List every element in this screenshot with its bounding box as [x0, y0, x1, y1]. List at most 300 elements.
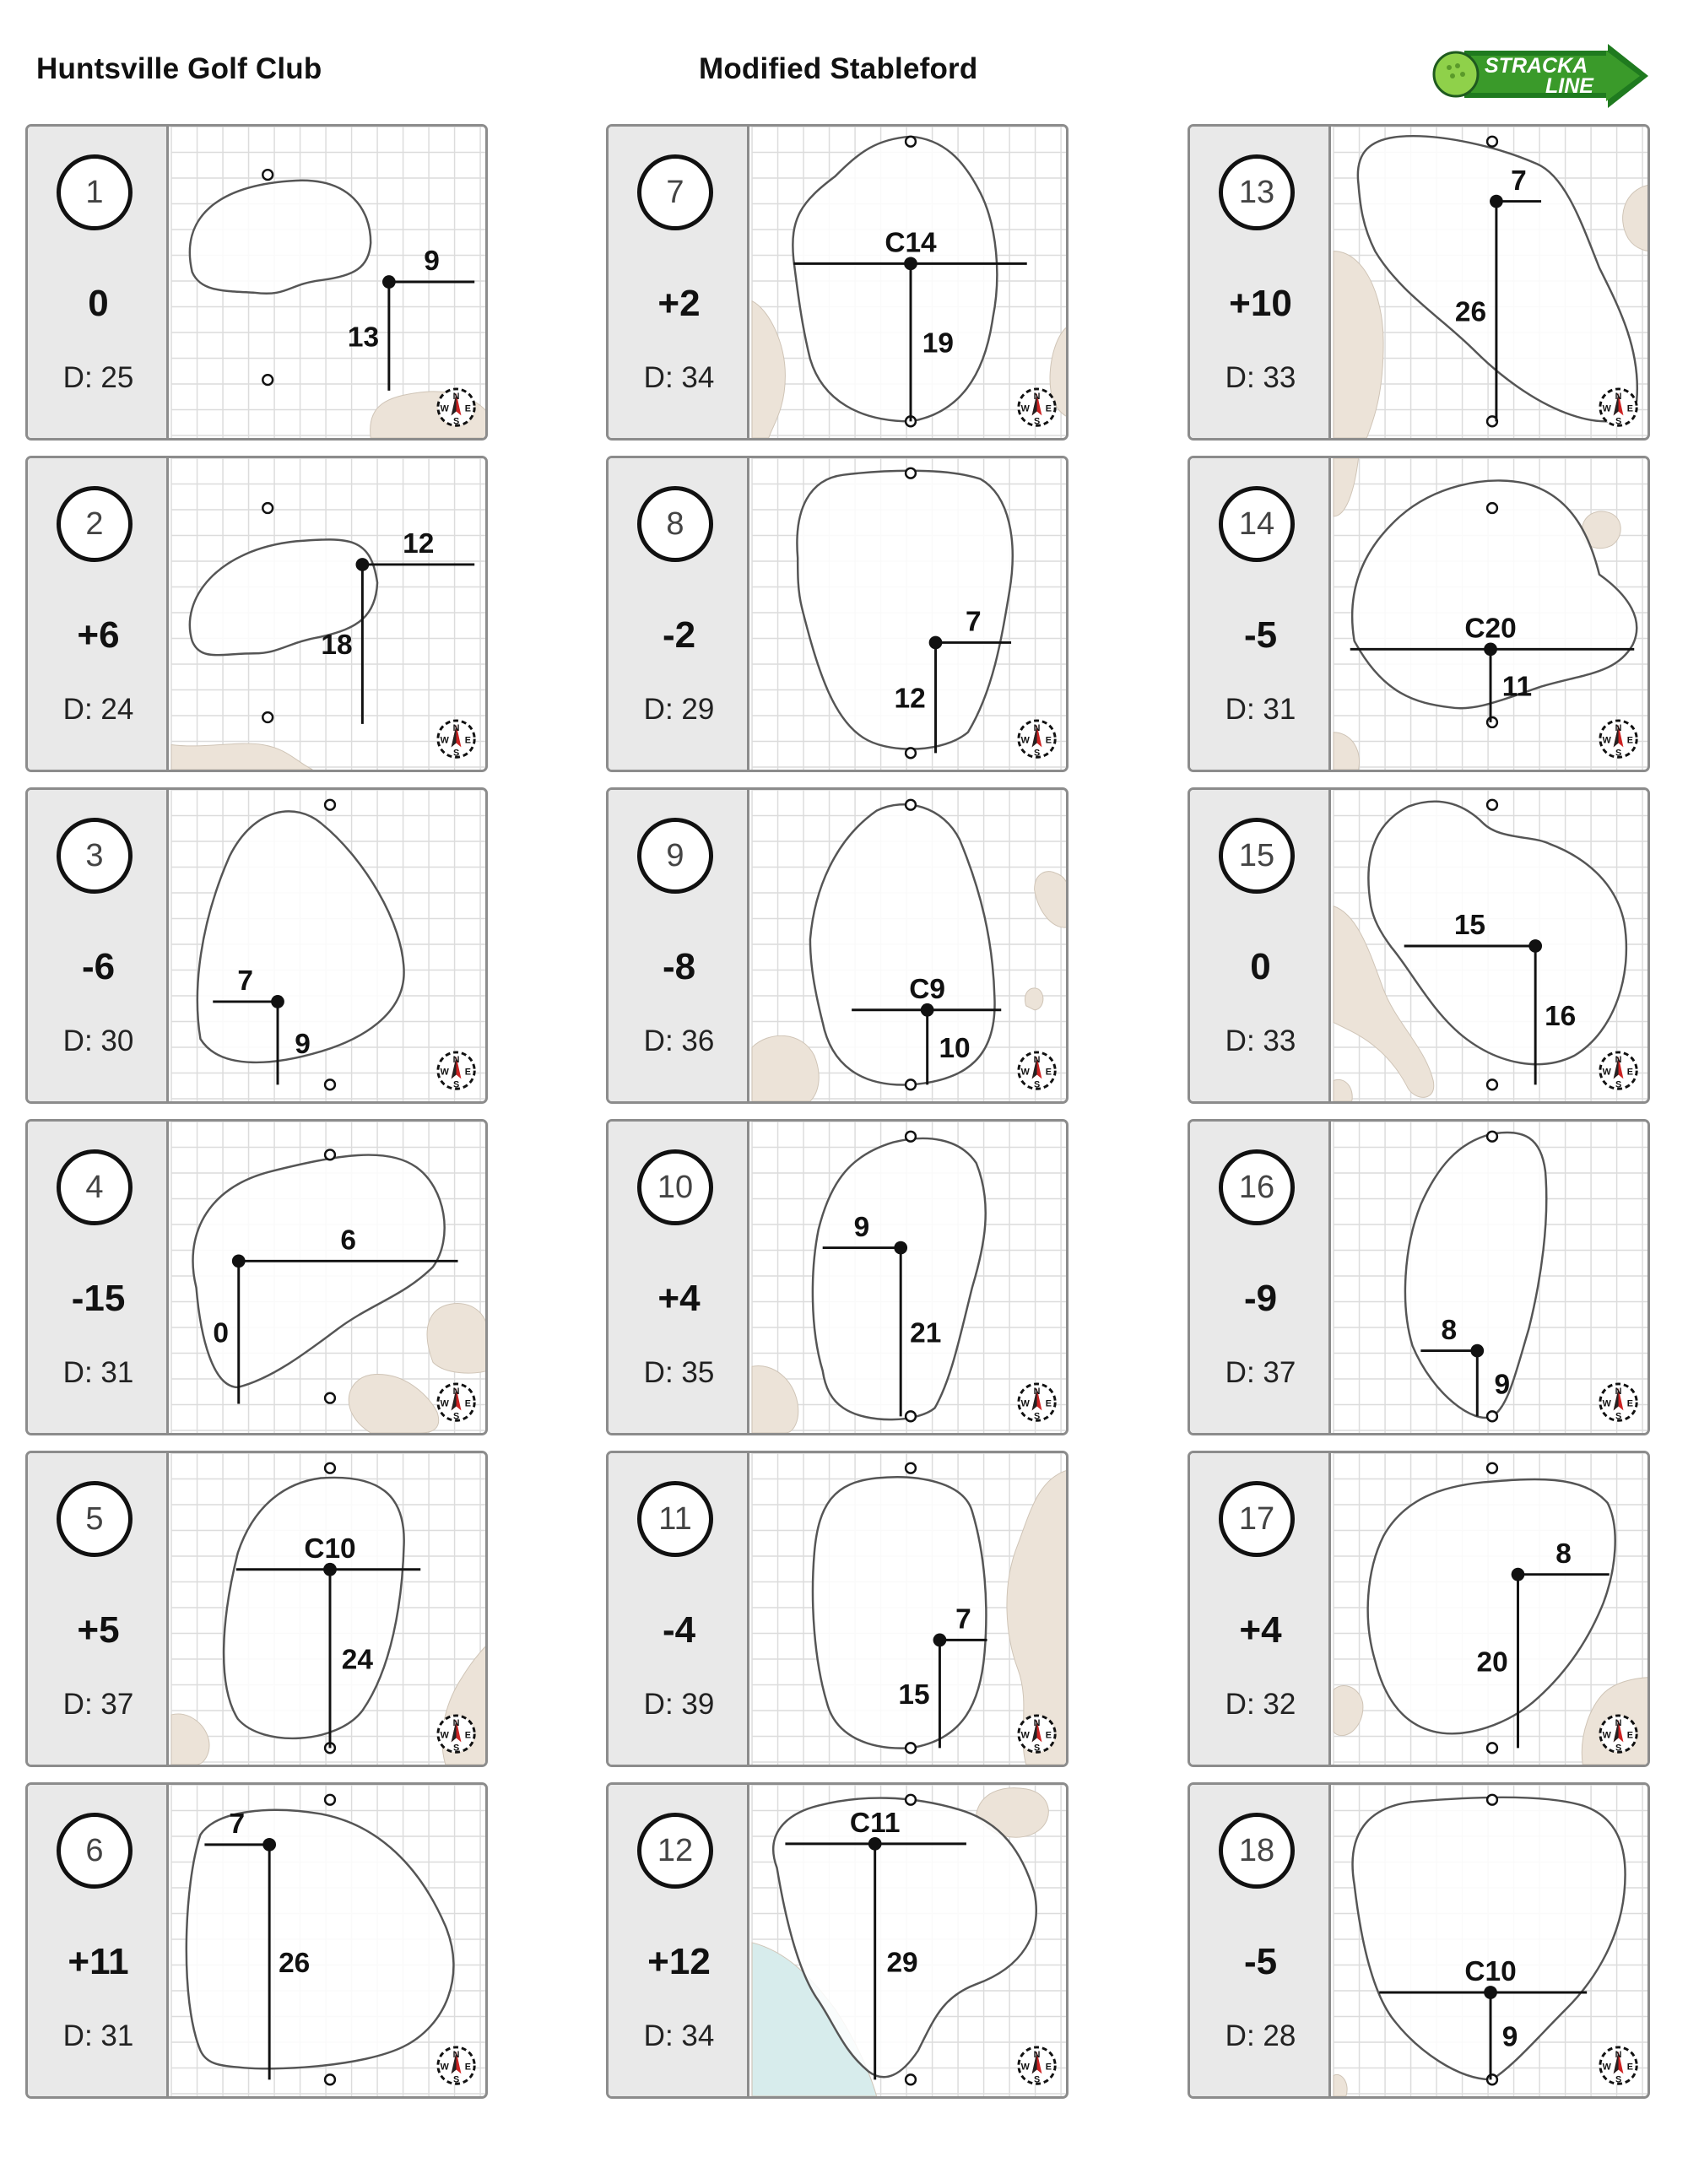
- svg-text:S: S: [1033, 1743, 1041, 1754]
- svg-text:W: W: [1020, 2062, 1030, 2073]
- vertical-distance-label: 26: [279, 1947, 311, 1979]
- back-marker: [1487, 717, 1497, 727]
- compass-rose-icon: [1019, 1052, 1055, 1089]
- green-outline: [793, 137, 997, 422]
- hole-card: [606, 1451, 1069, 1767]
- green-outline: [1405, 1133, 1546, 1418]
- hole-card: [1188, 1119, 1650, 1435]
- svg-text:W: W: [1020, 1398, 1030, 1409]
- green-map: [749, 790, 1069, 1101]
- green-depth: D: 35: [643, 1356, 715, 1389]
- bunker: [752, 1035, 819, 1101]
- svg-text:N: N: [1615, 2049, 1622, 2060]
- horizontal-distance-label: 8: [1555, 1538, 1572, 1570]
- hole-number: 9: [637, 818, 713, 894]
- pin-position: [271, 995, 284, 1008]
- hole-info-panel: [28, 790, 169, 1101]
- svg-text:E: E: [1626, 1730, 1633, 1741]
- hole-number: 7: [637, 154, 713, 230]
- pin-position: [1490, 195, 1503, 208]
- front-marker: [906, 1132, 916, 1142]
- svg-text:N: N: [1033, 722, 1041, 733]
- hole-info-panel: [609, 127, 749, 438]
- green-map: [169, 1785, 488, 2096]
- svg-text:S: S: [1615, 748, 1622, 759]
- hole-card: [606, 124, 1069, 441]
- front-marker: [1487, 1795, 1497, 1805]
- horizontal-distance-label: 7: [237, 965, 253, 997]
- compass-rose-icon: [1600, 2047, 1637, 2084]
- vertical-distance-label: 12: [894, 683, 926, 715]
- horizontal-distance-label: C11: [849, 1808, 901, 1840]
- bunker: [1334, 733, 1359, 770]
- svg-text:N: N: [452, 391, 460, 402]
- hole-score: -15: [71, 1278, 126, 1319]
- hole-score: -2: [662, 614, 696, 656]
- svg-text:E: E: [1045, 1730, 1052, 1741]
- hole-info-panel: [609, 1453, 749, 1765]
- front-marker: [1487, 1463, 1497, 1473]
- hole-info-panel: [28, 127, 169, 438]
- svg-text:N: N: [1033, 1717, 1041, 1728]
- green-map: [749, 1453, 1069, 1765]
- svg-text:E: E: [1626, 1398, 1633, 1409]
- hole-card: [25, 1451, 488, 1767]
- svg-text:E: E: [1045, 403, 1052, 414]
- bunker: [1334, 1686, 1363, 1736]
- green-depth: D: 29: [643, 693, 715, 726]
- front-marker: [1487, 1132, 1497, 1142]
- green-map: [1331, 1785, 1650, 2096]
- svg-text:N: N: [1033, 2049, 1041, 2060]
- pin-position: [232, 1254, 246, 1268]
- hole-card: [1188, 124, 1650, 441]
- logo-text: STRACKA: [1485, 54, 1588, 78]
- green-depth: D: 31: [62, 2019, 134, 2052]
- compass-rose-icon: [1600, 1052, 1637, 1089]
- hole-info-panel: [1190, 790, 1331, 1101]
- green-map: [749, 127, 1069, 438]
- hole-score: +6: [77, 614, 120, 656]
- pin-position: [1484, 642, 1497, 656]
- back-marker: [906, 1411, 916, 1421]
- svg-text:N: N: [1615, 1717, 1622, 1728]
- hole-score: +10: [1229, 283, 1292, 324]
- hole-number: 6: [57, 1813, 133, 1889]
- hole-info-panel: [28, 1785, 169, 2096]
- vertical-distance-label: 20: [1476, 1646, 1508, 1679]
- horizontal-distance-label: 12: [403, 528, 435, 560]
- green-map: [749, 1785, 1069, 2096]
- compass-rose-icon: [1600, 721, 1637, 758]
- vertical-distance-label: 0: [213, 1317, 229, 1349]
- green-outline: [187, 1810, 454, 2068]
- svg-text:LINE: LINE: [1545, 74, 1593, 98]
- svg-text:N: N: [1033, 391, 1041, 402]
- pin-position: [904, 257, 917, 270]
- svg-text:S: S: [1033, 748, 1041, 759]
- green-depth: D: 33: [1225, 361, 1296, 394]
- pin-position: [382, 275, 396, 289]
- hole-score: +5: [77, 1609, 120, 1651]
- svg-text:W: W: [440, 2062, 449, 2073]
- hole-number: 17: [1219, 1481, 1295, 1557]
- hole-number: 12: [637, 1813, 713, 1889]
- svg-text:S: S: [452, 416, 460, 427]
- compass-rose-icon: [1019, 2047, 1055, 2084]
- hole-number: 13: [1219, 154, 1295, 230]
- svg-text:W: W: [1602, 2062, 1611, 2073]
- green-depth: D: 34: [643, 2019, 715, 2052]
- svg-text:W: W: [1602, 1067, 1611, 1078]
- compass-rose-icon: [438, 2047, 474, 2084]
- hole-card: [25, 1782, 488, 2099]
- back-marker: [906, 2074, 916, 2084]
- pin-position: [1528, 939, 1542, 953]
- front-marker: [906, 468, 916, 478]
- green-depth: D: 30: [62, 1024, 134, 1057]
- hole-info-panel: [609, 1785, 749, 2096]
- svg-text:E: E: [1626, 403, 1633, 414]
- green-depth: D: 37: [62, 1688, 134, 1721]
- back-marker: [325, 1079, 335, 1089]
- svg-text:E: E: [464, 1067, 471, 1078]
- green-map: [749, 458, 1069, 770]
- svg-text:E: E: [464, 1398, 471, 1409]
- svg-text:S: S: [1615, 1743, 1622, 1754]
- svg-text:E: E: [1045, 735, 1052, 746]
- pin-position: [894, 1241, 907, 1255]
- green-outline: [1368, 1479, 1615, 1733]
- bunker: [427, 1304, 488, 1374]
- green-depth: D: 36: [643, 1024, 715, 1057]
- green-depth: D: 33: [1225, 1024, 1296, 1057]
- vertical-distance-label: 9: [1501, 2021, 1518, 2053]
- front-marker: [1487, 137, 1497, 147]
- back-marker: [1487, 1743, 1497, 1753]
- horizontal-distance-label: 7: [229, 1808, 246, 1841]
- hole-number: 2: [57, 486, 133, 562]
- svg-text:W: W: [1020, 403, 1030, 414]
- hole-number: 5: [57, 1481, 133, 1557]
- hole-score: +11: [68, 1941, 129, 1982]
- svg-text:S: S: [452, 1411, 460, 1422]
- bunker: [1334, 251, 1383, 438]
- svg-text:S: S: [1615, 2074, 1622, 2085]
- compass-rose-icon: [438, 1384, 474, 1421]
- hole-number: 1: [57, 154, 133, 230]
- green-depth: D: 25: [62, 361, 134, 394]
- horizontal-distance-label: 7: [1511, 165, 1527, 197]
- pin-position: [933, 1634, 947, 1647]
- vertical-distance-label: 29: [886, 1947, 918, 1979]
- front-marker: [262, 503, 273, 513]
- hole-score: +12: [647, 1941, 711, 1982]
- svg-text:W: W: [440, 403, 449, 414]
- hole-score: -6: [81, 946, 116, 987]
- hole-number: 11: [637, 1481, 713, 1557]
- svg-text:S: S: [452, 748, 460, 759]
- compass-rose-icon: [438, 1052, 474, 1089]
- hole-number: 16: [1219, 1149, 1295, 1225]
- front-marker: [262, 170, 273, 180]
- svg-text:W: W: [440, 735, 449, 746]
- hole-card: [606, 787, 1069, 1104]
- hole-card: [25, 124, 488, 441]
- hole-number: 4: [57, 1149, 133, 1225]
- horizontal-distance-label: 15: [1453, 910, 1486, 942]
- vertical-distance-label: 19: [922, 327, 954, 359]
- compass-rose-icon: [1019, 389, 1055, 426]
- svg-text:S: S: [452, 1079, 460, 1090]
- hole-number: 8: [637, 486, 713, 562]
- horizontal-distance-label: C10: [304, 1533, 356, 1565]
- svg-text:S: S: [1033, 2074, 1041, 2085]
- hole-score: +2: [657, 283, 701, 324]
- front-marker: [325, 1463, 335, 1473]
- vertical-distance-label: 24: [341, 1644, 373, 1676]
- pin-position: [868, 1837, 882, 1851]
- hole-info-panel: [609, 458, 749, 770]
- pin-position: [1512, 1568, 1525, 1581]
- back-marker: [906, 1743, 916, 1753]
- front-marker: [906, 800, 916, 810]
- green-map: [1331, 127, 1650, 438]
- svg-text:S: S: [452, 2074, 460, 2085]
- green-outline: [813, 1138, 986, 1419]
- svg-text:E: E: [464, 403, 471, 414]
- hole-score: -9: [1243, 1278, 1278, 1319]
- hole-card: [606, 1782, 1069, 2099]
- svg-text:E: E: [1626, 735, 1633, 746]
- svg-text:S: S: [1033, 416, 1041, 427]
- vertical-distance-label: 18: [321, 630, 353, 662]
- svg-text:S: S: [1615, 1411, 1622, 1422]
- svg-text:S: S: [1615, 1079, 1622, 1090]
- green-depth: D: 31: [62, 1356, 134, 1389]
- front-marker: [906, 137, 916, 147]
- hole-score: +4: [657, 1278, 701, 1319]
- horizontal-distance-label: 9: [853, 1211, 870, 1243]
- vertical-distance-label: 11: [1501, 671, 1533, 703]
- bunker: [171, 1714, 209, 1765]
- bunker: [349, 1375, 438, 1433]
- svg-text:S: S: [1033, 1411, 1041, 1422]
- svg-text:S: S: [1615, 416, 1622, 427]
- svg-text:E: E: [464, 2062, 471, 2073]
- horizontal-distance-label: 6: [340, 1224, 356, 1257]
- bunker: [752, 301, 785, 438]
- hole-info-panel: [609, 790, 749, 1101]
- svg-text:E: E: [1045, 2062, 1052, 2073]
- hole-card: [1188, 1451, 1650, 1767]
- compass-rose-icon: [1600, 389, 1637, 426]
- club-name: Huntsville Golf Club: [36, 52, 322, 85]
- horizontal-distance-label: 9: [424, 246, 440, 278]
- green-map: [169, 1122, 488, 1433]
- horizontal-distance-label: C10: [1464, 1956, 1517, 1988]
- hole-info-panel: [1190, 458, 1331, 770]
- svg-text:N: N: [452, 1386, 460, 1397]
- green-map: [1331, 1453, 1650, 1765]
- green-map: [1331, 1122, 1650, 1433]
- green-depth: D: 28: [1225, 2019, 1296, 2052]
- green-depth: D: 32: [1225, 1688, 1296, 1721]
- svg-text:S: S: [1033, 1079, 1041, 1090]
- hole-number: 10: [637, 1149, 713, 1225]
- svg-text:W: W: [440, 1067, 449, 1078]
- hole-info-panel: [1190, 1453, 1331, 1765]
- front-marker: [906, 1795, 916, 1805]
- compass-rose-icon: [1019, 1384, 1055, 1421]
- front-marker: [325, 1795, 335, 1805]
- svg-text:N: N: [1033, 1386, 1041, 1397]
- back-marker: [325, 1393, 335, 1403]
- bunker: [1334, 1079, 1352, 1101]
- hole-score: -5: [1243, 614, 1278, 656]
- green-map: [169, 127, 488, 438]
- compass-rose-icon: [438, 721, 474, 758]
- strackaline-logo: [1431, 44, 1650, 108]
- horizontal-distance-label: C9: [909, 973, 946, 1005]
- vertical-distance-label: 15: [898, 1679, 930, 1711]
- back-marker: [906, 1079, 916, 1089]
- hole-score: +4: [1239, 1609, 1282, 1651]
- svg-text:W: W: [1602, 403, 1611, 414]
- front-marker: [1487, 503, 1497, 513]
- pin-position: [1484, 1986, 1497, 1999]
- svg-text:N: N: [452, 1717, 460, 1728]
- svg-text:W: W: [1602, 735, 1611, 746]
- pin-position: [929, 636, 943, 650]
- svg-text:N: N: [452, 722, 460, 733]
- pin-position: [323, 1563, 337, 1576]
- green-map: [1331, 790, 1650, 1101]
- hole-card: [25, 456, 488, 772]
- hole-score: 0: [1250, 946, 1271, 987]
- horizontal-distance-label: 7: [965, 606, 982, 638]
- hole-card: [1188, 1782, 1650, 2099]
- pin-position: [355, 558, 369, 571]
- pin-position: [262, 1838, 276, 1852]
- bunker: [1334, 458, 1359, 516]
- vertical-distance-label: 26: [1454, 296, 1487, 328]
- svg-text:E: E: [1045, 1398, 1052, 1409]
- pin-position: [1470, 1344, 1484, 1358]
- hole-card: [1188, 787, 1650, 1104]
- svg-text:N: N: [452, 1054, 460, 1065]
- compass-rose-icon: [1019, 721, 1055, 758]
- horizontal-distance-label: 8: [1441, 1314, 1458, 1346]
- hole-info-panel: [609, 1122, 749, 1433]
- pin-position: [921, 1003, 934, 1017]
- svg-text:N: N: [452, 2049, 460, 2060]
- green-depth: D: 39: [643, 1688, 715, 1721]
- vertical-distance-label: 21: [910, 1317, 942, 1349]
- hole-info-panel: [28, 1453, 169, 1765]
- hole-info-panel: [1190, 127, 1331, 438]
- horizontal-distance-label: C14: [885, 227, 937, 259]
- hole-info-panel: [1190, 1122, 1331, 1433]
- svg-text:E: E: [1626, 1067, 1633, 1078]
- vertical-distance-label: 13: [347, 322, 380, 354]
- front-marker: [1487, 800, 1497, 810]
- horizontal-distance-label: 7: [955, 1603, 971, 1635]
- hole-number: 3: [57, 818, 133, 894]
- green-depth: D: 31: [1225, 693, 1296, 726]
- hole-card: [25, 787, 488, 1104]
- svg-text:N: N: [1615, 391, 1622, 402]
- front-marker: [906, 1463, 916, 1473]
- green-map: [169, 790, 488, 1101]
- back-marker: [1487, 1411, 1497, 1421]
- scoring-format: Modified Stableford: [699, 52, 978, 85]
- back-marker: [262, 375, 273, 385]
- bunker: [752, 1366, 798, 1433]
- svg-text:W: W: [1020, 1067, 1030, 1078]
- svg-text:E: E: [1626, 2062, 1633, 2073]
- green-depth: D: 37: [1225, 1356, 1296, 1389]
- hole-info-panel: [1190, 1785, 1331, 2096]
- hole-number: 15: [1219, 818, 1295, 894]
- hole-card: [25, 1119, 488, 1435]
- svg-text:E: E: [1045, 1067, 1052, 1078]
- hole-card: [606, 1119, 1069, 1435]
- green-outline: [1353, 1797, 1626, 2080]
- hole-score: -5: [1243, 1941, 1278, 1982]
- svg-text:N: N: [1615, 1054, 1622, 1065]
- compass-rose-icon: [1600, 1384, 1637, 1421]
- hole-score: -4: [662, 1609, 696, 1651]
- front-marker: [325, 800, 335, 810]
- hole-number: 14: [1219, 486, 1295, 562]
- hole-card: [606, 456, 1069, 772]
- green-map: [1331, 458, 1650, 770]
- svg-text:W: W: [1602, 1730, 1611, 1741]
- svg-text:E: E: [464, 1730, 471, 1741]
- back-marker: [262, 712, 273, 722]
- green-map: [169, 1453, 488, 1765]
- hole-score: 0: [88, 283, 109, 324]
- horizontal-distance-label: C20: [1464, 613, 1517, 645]
- green-map: [749, 1122, 1069, 1433]
- front-marker: [325, 1149, 335, 1160]
- hole-number: 18: [1219, 1813, 1295, 1889]
- vertical-distance-label: 16: [1545, 1000, 1577, 1032]
- green-depth: D: 34: [643, 361, 715, 394]
- green-outline: [190, 181, 371, 294]
- back-marker: [1487, 1079, 1497, 1089]
- green-depth: D: 24: [62, 693, 134, 726]
- green-outline: [193, 1155, 445, 1387]
- svg-text:W: W: [440, 1398, 449, 1409]
- svg-text:W: W: [1020, 1730, 1030, 1741]
- vertical-distance-label: 9: [295, 1028, 311, 1060]
- bunker: [171, 743, 312, 770]
- vertical-distance-label: 10: [939, 1032, 971, 1064]
- svg-text:N: N: [1615, 722, 1622, 733]
- svg-text:W: W: [1020, 735, 1030, 746]
- hole-info-panel: [28, 1122, 169, 1433]
- svg-text:S: S: [452, 1743, 460, 1754]
- back-marker: [1487, 2074, 1497, 2084]
- bunker: [1334, 2074, 1347, 2096]
- svg-text:N: N: [1033, 1054, 1041, 1065]
- green-outline: [197, 811, 404, 1062]
- hole-info-panel: [28, 458, 169, 770]
- green-map: [169, 458, 488, 770]
- bunker: [1623, 185, 1650, 251]
